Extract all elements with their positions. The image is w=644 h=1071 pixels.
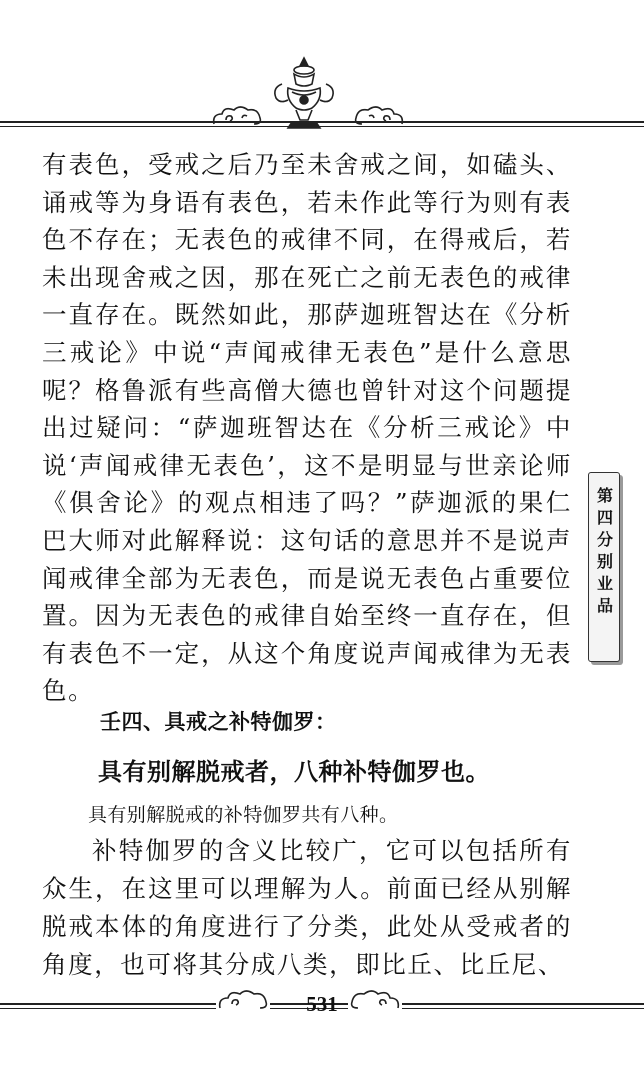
- body-paragraph-1: 有表色，受戒之后乃至未舍戒之间，如磕头、诵戒等为身语有表色，若未作此等行为则有表色不存在；无表色的戒律不同，在得戒后，若未出现舍戒之因，那在死亡之前无表色的戒律一直存在。既然如此，那萨迦班智达在《分析三戒论》中说“声闻戒律无表色”是什么意思呢？格鲁派有些高僧大德也曾针对这个问题提出过疑问：“萨迦班智达在《分析三戒论》中说‘声闻戒律无表色’，这不是明显与世亲论师《俱舍论》的观点相违了吗？”萨迦派的果仁巴大师对此解释说：这句话的意思并不是说声闻戒律全部为无表色，而是说无表色占重要位置。因为无表色的戒律自始至终一直存在，但有表色不一定，从这个角度说声闻戒律为无表色。: [42, 150, 572, 706]
- section-heading: 壬四、具戒之补特伽罗：: [100, 710, 337, 734]
- header-rule-bottom: [0, 126, 644, 127]
- verse-gloss: 具有别解脱戒的补特伽罗共有八种。: [88, 804, 399, 826]
- cloud-scroll-icon: [210, 104, 264, 128]
- body-paragraph-2: 补特伽罗的含义比较广，它可以包括所有众生，在这里可以理解为人。前面已经从别解脱戒本体的角度进行了分类，此处从受戒者的角度，也可将其分成八类，即比丘、比丘尼、: [42, 836, 572, 979]
- page-number: 531: [306, 992, 338, 1016]
- header-rule-top: [0, 121, 644, 123]
- cloud-scroll-icon: [352, 104, 406, 128]
- chapter-side-tab: [588, 472, 620, 662]
- root-verse: 具有别解脱戒者，八种补特伽罗也。: [98, 758, 490, 786]
- chapter-side-tab-label: 第四分别业品: [594, 487, 614, 619]
